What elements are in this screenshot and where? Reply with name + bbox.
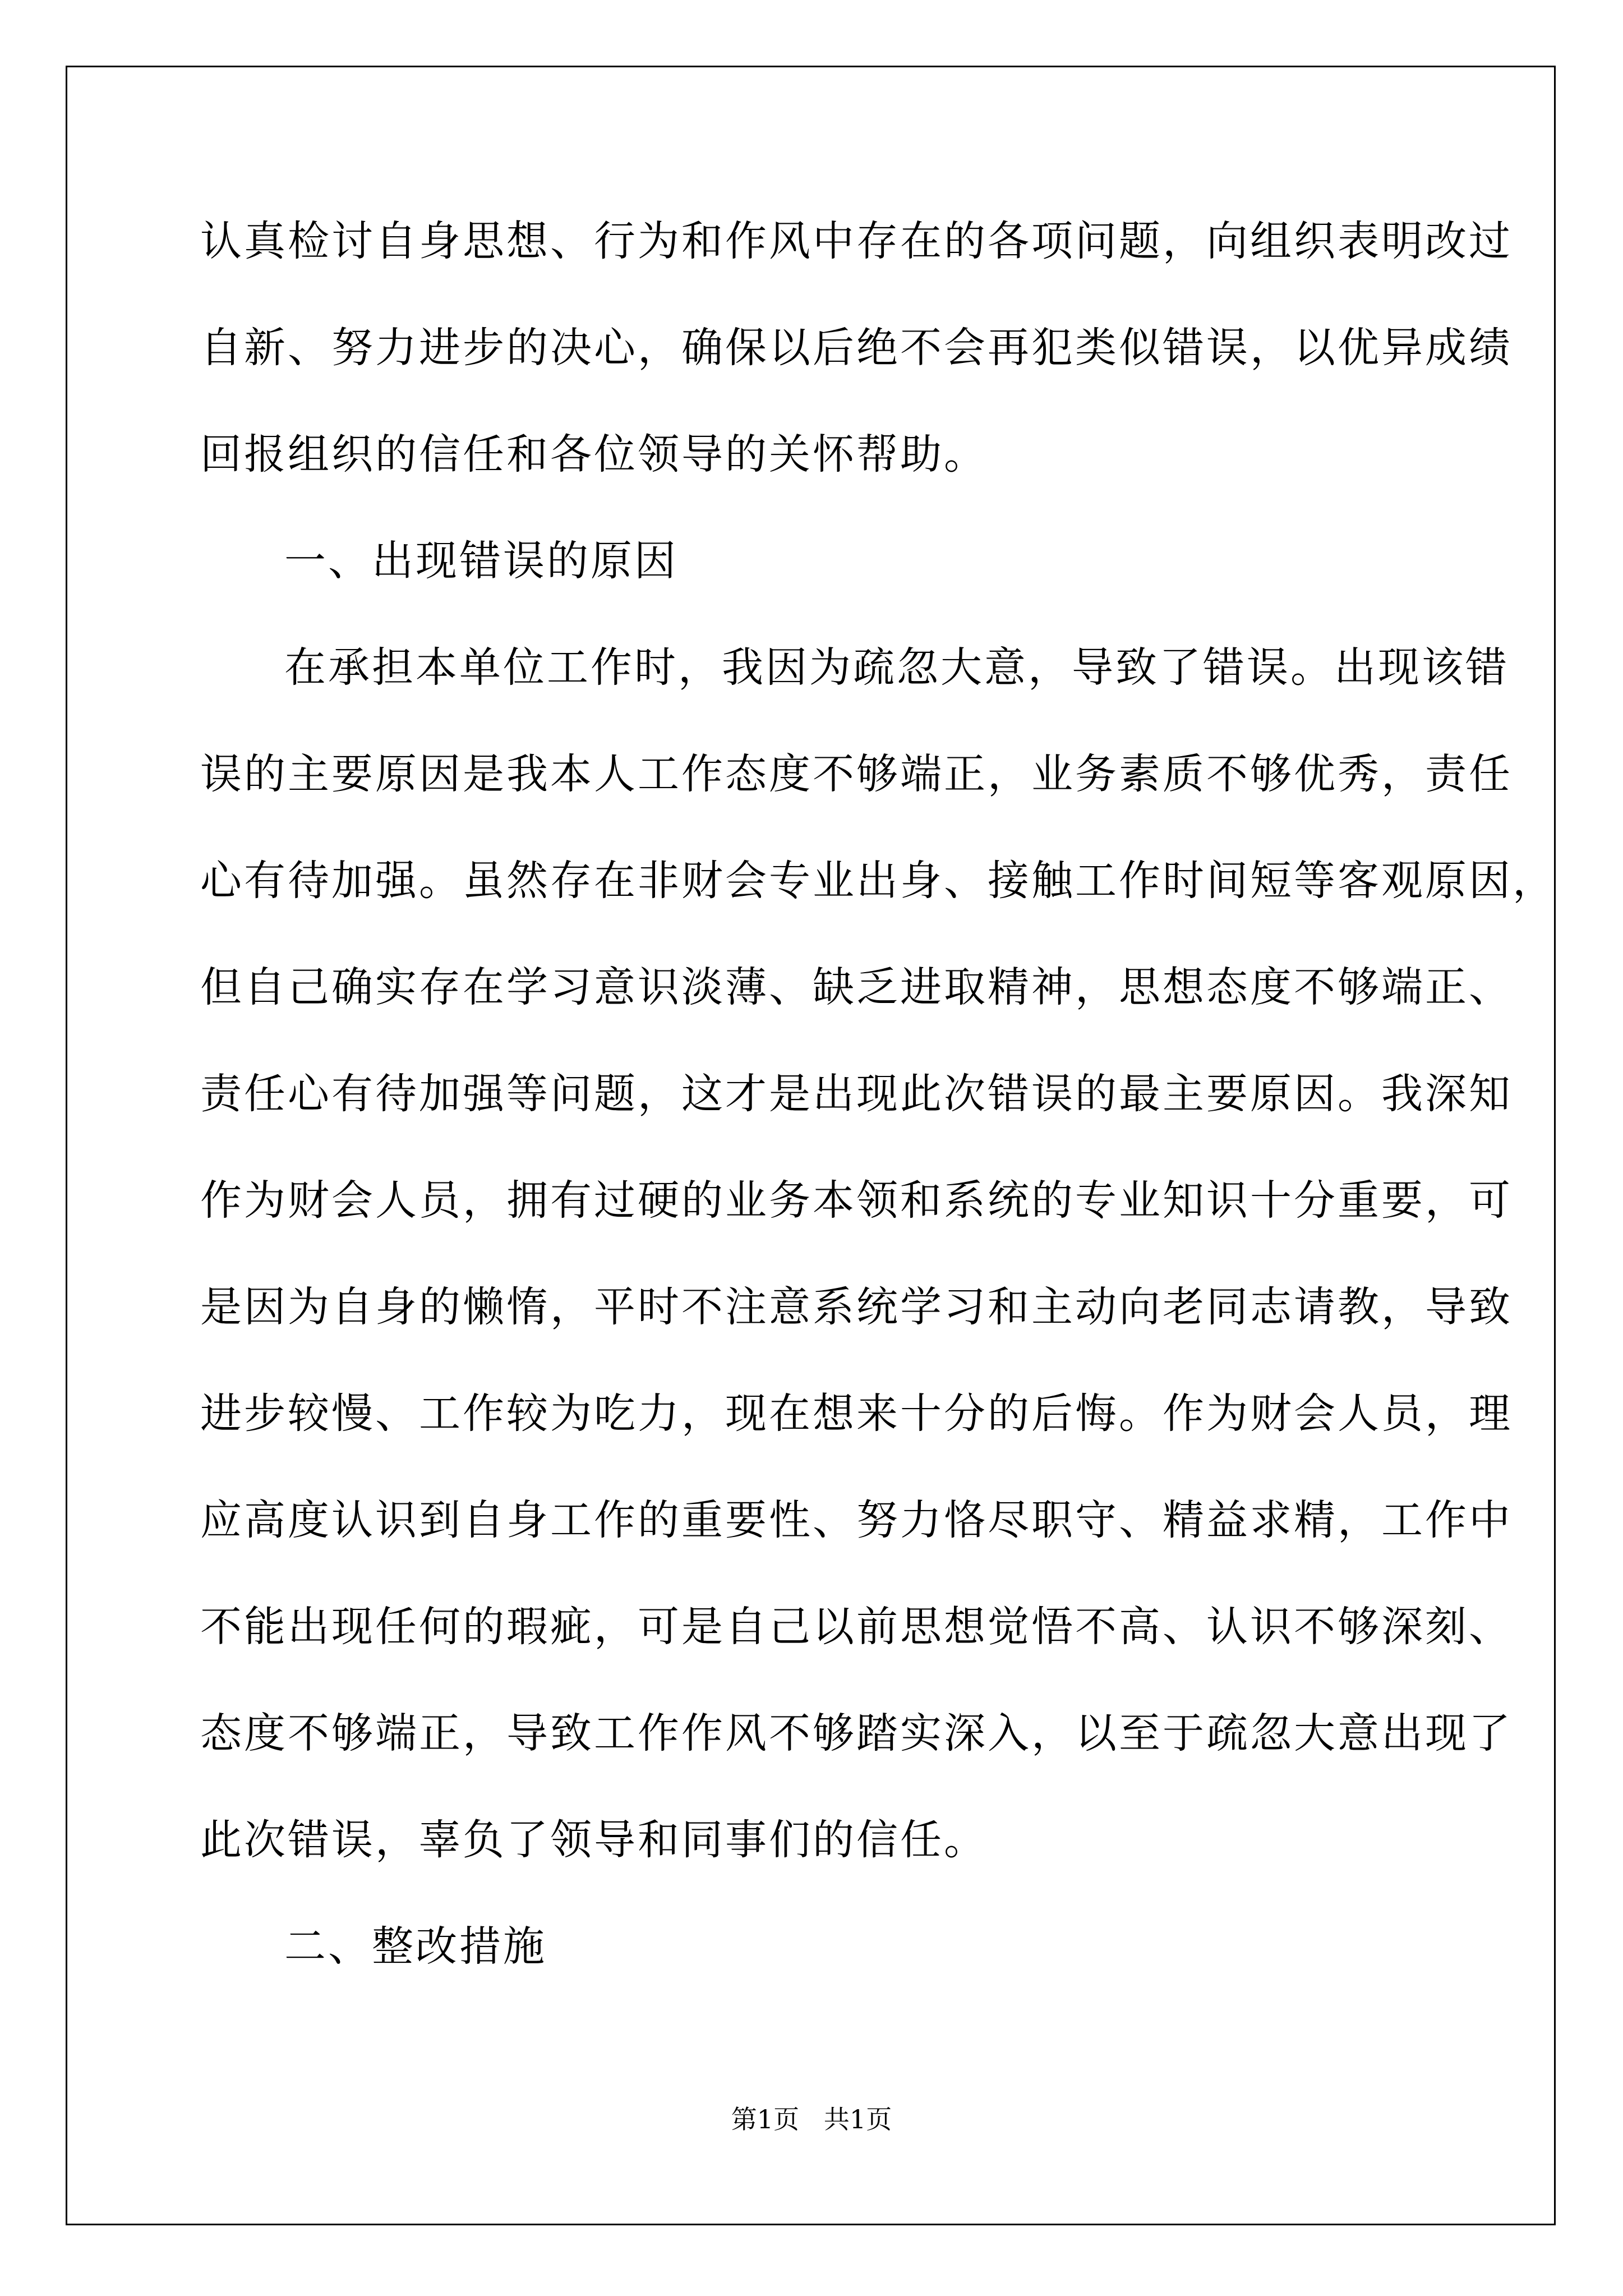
text-line: 误的主要原因是我本人工作态度不够端正，业务素质不够优秀，责任: [200, 750, 1513, 798]
section-heading-measures: 二、整改措施: [284, 1922, 547, 1971]
page-footer: 第1页 共1页: [731, 2104, 892, 2134]
text-line: 责任心有待加强等问题，这才是出现此次错误的最主要原因。我深知: [200, 1070, 1513, 1118]
text-line: 应高度认识到自身工作的重要性、努力恪尽职守、精益求精，工作中: [200, 1496, 1513, 1544]
text-line: 是因为自身的懒惰，平时不注意系统学习和主动向老同志请教，导致: [200, 1283, 1513, 1331]
text-line: 认真检讨自身思想、行为和作风中存在的各项问题，向组织表明改过: [200, 217, 1513, 265]
section-heading-causes: 一、出现错误的原因: [284, 537, 678, 585]
text-line: 进步较慢、工作较为吃力，现在想来十分的后悔。作为财会人员，理: [200, 1389, 1513, 1438]
document-body: [200, 214, 1556, 2026]
text-line: 但自己确实存在学习意识淡薄、缺乏进取精神，思想态度不够端正、: [200, 963, 1513, 1011]
text-line: 作为财会人员，拥有过硬的业务本领和系统的专业知识十分重要，可: [200, 1176, 1513, 1225]
text-line: 心有待加强。虽然存在非财会专业出身、接触工作时间短等客观原因，: [200, 857, 1556, 905]
text-line: 此次错误，辜负了领导和同事们的信任。: [200, 1816, 988, 1864]
text-line: 不能出现任何的瑕疵，可是自己以前思想觉悟不高、认识不够深刻、: [200, 1603, 1513, 1651]
text-line: 自新、努力进步的决心，确保以后绝不会再犯类似错误，以优异成绩: [200, 324, 1513, 372]
text-line: 态度不够端正，导致工作作风不够踏实深入，以至于疏忽大意出现了: [200, 1709, 1513, 1757]
text-line: 回报组织的信任和各位领导的关怀帮助。: [200, 430, 988, 478]
text-line: 在承担本单位工作时，我因为疏忽大意，导致了错误。出现该错: [284, 643, 1509, 692]
